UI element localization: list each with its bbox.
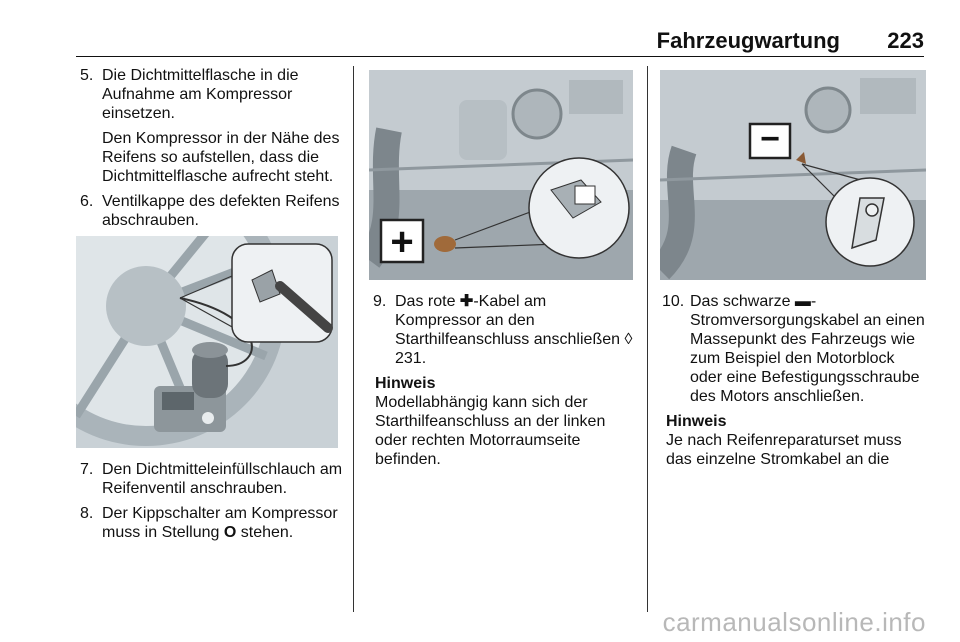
- step-number: 10.: [662, 293, 685, 310]
- section-title: Fahrzeugwartung: [656, 28, 840, 53]
- watermark: carmanualsonline.info: [662, 607, 926, 637]
- minus-cable-icon: ▬: [794, 293, 811, 310]
- page-header: [76, 26, 924, 54]
- page-reference: 231: [395, 350, 422, 367]
- step-text-end: .: [421, 350, 427, 367]
- step-number: 7.: [80, 461, 94, 478]
- jump-start-terminal-illustration: [369, 70, 633, 280]
- step-text: Ventilkappe des defekten Reifens abschrauben.: [102, 193, 340, 229]
- step-5: [76, 66, 346, 186]
- step-9: [369, 292, 635, 368]
- step-text-a: Der Kippschalter am Kompressor muss in Stellung: [102, 505, 338, 541]
- column-2: [369, 66, 635, 469]
- page-number: 223: [887, 28, 924, 53]
- step-8: [76, 504, 346, 542]
- step-text-b: -Kabel am Kompressor an den Starthilfeanschluss anschließen: [395, 293, 625, 348]
- step-number: 6.: [80, 193, 94, 210]
- column-3: [660, 66, 928, 469]
- header-rule: [76, 56, 924, 57]
- ground-point-illustration: [660, 70, 926, 280]
- column-divider-1: [353, 66, 354, 612]
- step-number: 5.: [80, 67, 94, 84]
- step-6: [76, 192, 346, 230]
- step-7: [76, 460, 346, 498]
- terminal-detail-icon: [529, 158, 629, 258]
- note-text: Modellabhängig kann sich der Starthilfeanschluss an der linken oder rechten Motorraumseite befinden.: [375, 394, 606, 468]
- step-text-a: Das schwarze: [690, 293, 795, 310]
- note-2: [666, 412, 928, 469]
- step-text: [690, 292, 928, 406]
- step-text: Den Dichtmitteleinfüllschlauch am Reifenventil anschrauben.: [102, 461, 343, 497]
- step-number: 8.: [80, 505, 94, 522]
- note-1: [375, 374, 635, 469]
- step-text-b: -Stromversorgungskabel an einen Massepunkt des Fahrzeugs wie zum Beispiel den Motorblock oder eine Befestigungsschraube des Motors anschließen.: [690, 293, 925, 405]
- step-number: 9.: [373, 293, 387, 310]
- step-text: [102, 504, 346, 542]
- step-subtext: Den Kompressor in der Nähe des Reifens so aufstellen, dass die Dichtmittelflasche aufrecht steht.: [102, 130, 340, 185]
- plus-cable-icon: ✚: [459, 293, 474, 310]
- valve-detail-icon: [232, 244, 332, 342]
- red-terminal-icon: [434, 236, 456, 252]
- ground-lug-detail-icon: [826, 178, 914, 266]
- column-1: [76, 66, 346, 548]
- minus-sign-icon: −: [760, 120, 780, 158]
- step-text-a: Das rote: [395, 293, 460, 310]
- compressor-valve-illustration: [76, 236, 338, 448]
- column-divider-2: [647, 66, 648, 612]
- note-heading: Hinweis: [666, 413, 727, 430]
- step-text-b: stehen.: [236, 524, 294, 541]
- switch-position-label: O: [223, 524, 237, 541]
- step-10: [660, 292, 928, 406]
- page-reference-icon: ◊: [624, 331, 633, 348]
- plus-sign-icon: +: [390, 220, 414, 264]
- note-text: Je nach Reifenreparaturset muss das einzelne Stromkabel an die: [666, 432, 902, 468]
- step-text: [395, 292, 635, 368]
- note-heading: Hinweis: [375, 375, 436, 392]
- step-text: Die Dichtmittelflasche in die Aufnahme am Kompressor einsetzen.: [102, 67, 299, 122]
